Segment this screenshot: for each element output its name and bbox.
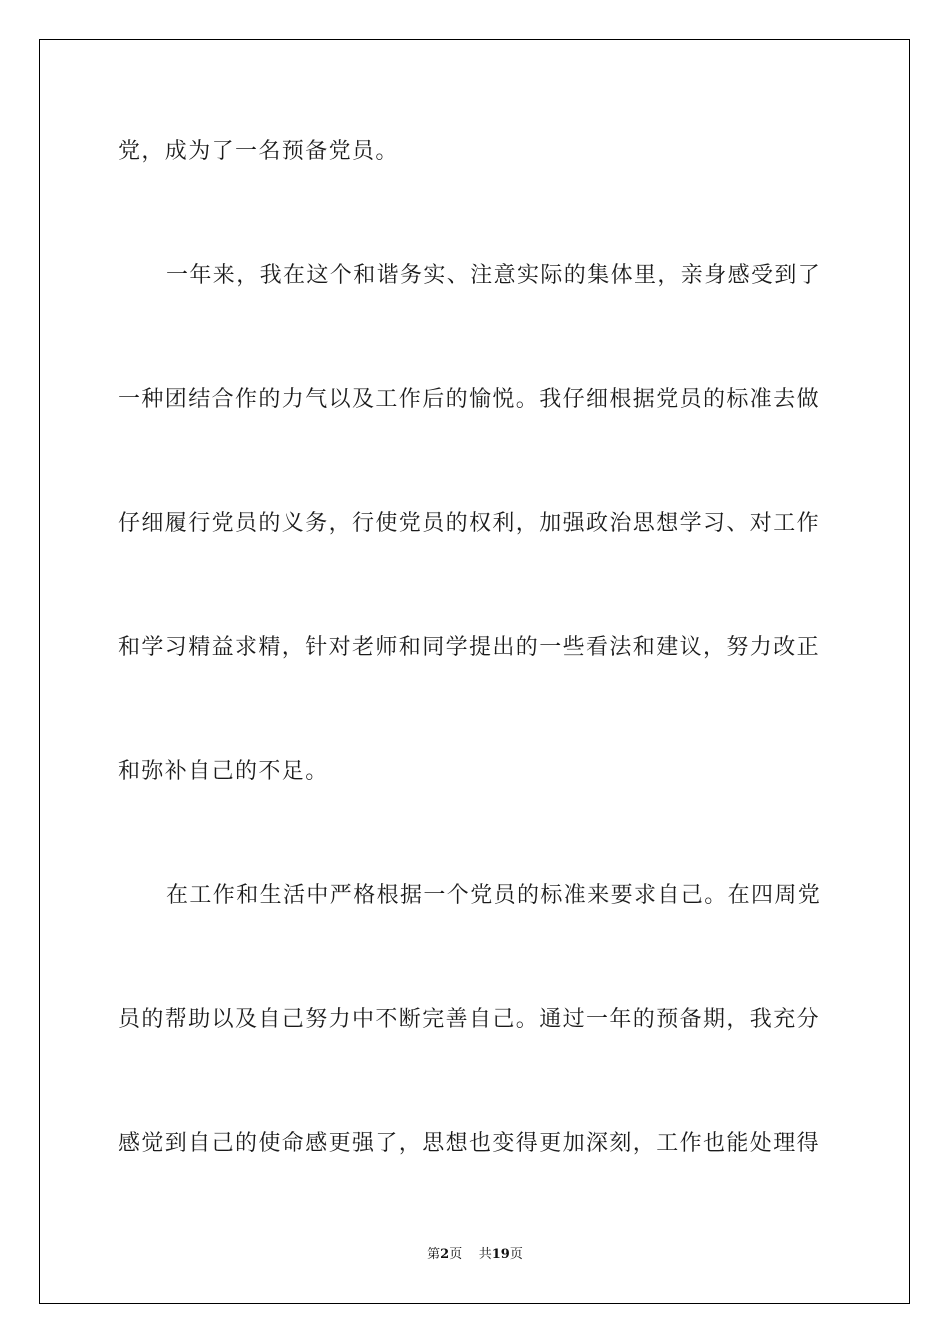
text-line-5: 和学习精益求精，针对老师和同学提出的一些看法和建议，努力改正 — [118, 635, 821, 660]
footer-total-prefix: 共 — [478, 1247, 492, 1262]
footer-page-suffix: 页 — [449, 1247, 463, 1262]
text-line-4: 仔细履行党员的义务，行使党员的权利，加强政治思想学习、对工作 — [118, 511, 821, 536]
footer-total-suffix: 页 — [509, 1247, 523, 1262]
footer-page-prefix: 第 — [427, 1247, 441, 1262]
text-line-1: 党，成为了一名预备党员。 — [118, 139, 399, 164]
footer-page-number: 2 — [440, 1247, 450, 1262]
page-footer — [0, 1246, 950, 1264]
text-line-2: 一年来，我在这个和谐务实、注意实际的集体里，亲身感受到了 — [166, 263, 822, 288]
footer-total-number: 19 — [491, 1247, 510, 1262]
text-line-3: 一种团结合作的力气以及工作后的愉悦。我仔细根据党员的标准去做 — [118, 387, 821, 412]
page-border — [39, 39, 910, 1304]
text-line-7: 在工作和生活中严格根据一个党员的标准来要求自己。在四周党 — [166, 883, 822, 908]
text-line-9: 感觉到自己的使命感更强了，思想也变得更加深刻，工作也能处理得 — [118, 1131, 821, 1156]
text-line-6: 和弥补自己的不足。 — [118, 759, 329, 784]
text-line-8: 员的帮助以及自己努力中不断完善自己。通过一年的预备期，我充分 — [118, 1007, 821, 1032]
